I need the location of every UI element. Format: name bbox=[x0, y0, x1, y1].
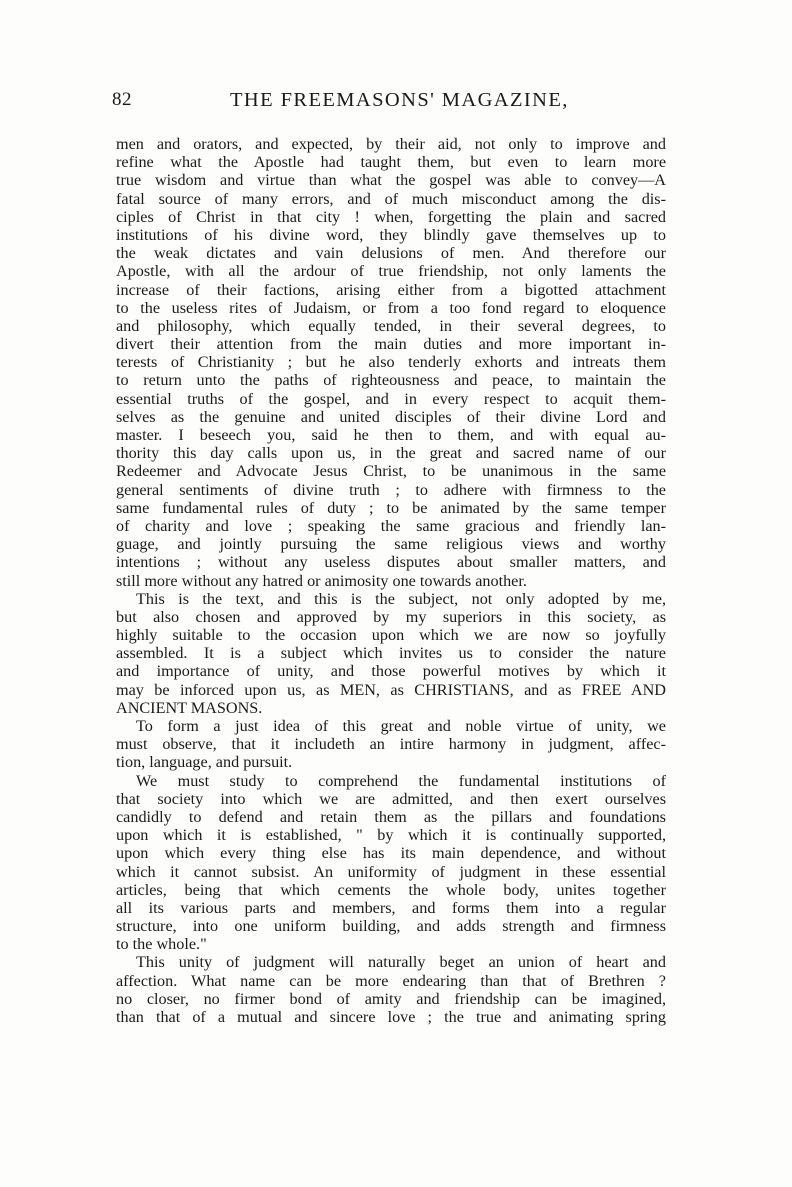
text-line: ANCIENT MASONS. bbox=[116, 698, 263, 717]
text-line: assembled. It is a subject which invites us to consider the nature bbox=[116, 644, 666, 663]
text-line: affection. What name can be more endearing than that of Brethren ? bbox=[116, 971, 666, 990]
text-line: and importance of unity, and those powerful motives by which it bbox=[116, 662, 666, 681]
body-text bbox=[116, 135, 666, 1026]
text-line: increase of their factions, arising either from a bigotted attachment bbox=[116, 280, 666, 299]
page-number: 82 bbox=[112, 89, 132, 110]
text-line: the weak dictates and vain delusions of men. And therefore our bbox=[116, 244, 666, 263]
text-line: thority this day calls upon us, in the great and sacred name of our bbox=[116, 444, 666, 463]
text-line: highly suitable to the occasion upon which we are now so joyfully bbox=[116, 626, 666, 645]
text-line: We must study to comprehend the fundamental institutions of bbox=[136, 771, 666, 790]
text-line: than that of a mutual and sincere love ; the true and animating spring bbox=[116, 1008, 666, 1026]
text-line: no closer, no firmer bond of amity and friendship can be imagined, bbox=[116, 989, 666, 1008]
text-line: divert their attention from the main duties and more important in- bbox=[116, 335, 666, 354]
text-line: articles, being that which cements the whole body, unites together bbox=[116, 880, 666, 899]
text-line: essential truths of the gospel, and in every respect to acquit them- bbox=[116, 389, 666, 408]
text-line: that society into which we are admitted, and then exert ourselves bbox=[116, 789, 666, 808]
text-line: which it cannot subsist. An uniformity of judgment in these essential bbox=[116, 862, 666, 881]
text-line: guage, and jointly pursuing the same religious views and worthy bbox=[116, 535, 666, 554]
text-line: ciples of Christ in that city ! when, forgetting the plain and sacred bbox=[116, 207, 666, 226]
text-line: fatal source of many errors, and of much misconduct among the dis- bbox=[116, 189, 666, 208]
text-line: terests of Christianity ; but he also tenderly exhorts and intreats them bbox=[116, 353, 666, 372]
page-header bbox=[112, 89, 682, 119]
text-line: may be inforced upon us, as MEN, as CHRISTIANS, and as FREE AND bbox=[116, 680, 666, 699]
text-line: still more without any hatred or animosity one towards another. bbox=[116, 571, 527, 590]
text-line: This is the text, and this is the subject, not only adopted by me, bbox=[136, 589, 666, 608]
text-line: to return unto the paths of righteousness and peace, to maintain the bbox=[116, 371, 666, 390]
text-line: intentions ; without any useless disputes about smaller matters, and bbox=[116, 553, 666, 572]
text-line: same fundamental rules of duty ; to be animated by the same temper bbox=[116, 498, 666, 517]
text-line: to the useless rites of Judaism, or from a too fond regard to eloquence bbox=[116, 298, 666, 317]
text-line: This unity of judgment will naturally beget an union of heart and bbox=[136, 953, 666, 972]
text-line: candidly to defend and retain them as the pillars and foundations bbox=[116, 807, 666, 826]
text-line: tion, language, and pursuit. bbox=[116, 753, 293, 772]
text-line: refine what the Apostle had taught them, but even to learn more bbox=[116, 153, 666, 172]
text-line: and philosophy, which equally tended, in their several degrees, to bbox=[116, 316, 666, 335]
text-line: of charity and love ; speaking the same gracious and friendly lan- bbox=[116, 516, 666, 535]
text-line: true wisdom and virtue than what the gospel was able to convey—A bbox=[116, 171, 666, 190]
text-line: To form a just idea of this great and noble virtue of unity, we bbox=[136, 717, 666, 735]
text-line: must observe, that it includeth an intire harmony in judgment, affec- bbox=[116, 735, 666, 754]
text-line: upon which it is established, " by which it is continually supported, bbox=[116, 826, 666, 845]
text-line: Redeemer and Advocate Jesus Christ, to be unanimous in the same bbox=[116, 462, 666, 481]
text-line: all its various parts and members, and forms them into a regular bbox=[116, 898, 666, 917]
text-line: master. I beseech you, said he then to them, and with equal au- bbox=[116, 426, 666, 444]
text-line: general sentiments of divine truth ; to adhere with firmness to the bbox=[116, 480, 666, 499]
text-line: upon which every thing else has its main dependence, and without bbox=[116, 844, 666, 863]
running-title: THE FREEMASONS' MAGAZINE, bbox=[230, 89, 569, 111]
text-line: but also chosen and approved by my superiors in this society, as bbox=[116, 607, 666, 626]
text-line: Apostle, with all the ardour of true friendship, not only laments the bbox=[116, 262, 666, 281]
text-line: to the whole." bbox=[116, 935, 207, 954]
text-line: structure, into one uniform building, and adds strength and firmness bbox=[116, 917, 666, 936]
text-line: men and orators, and expected, by their aid, not only to improve and bbox=[116, 135, 666, 153]
text-line: institutions of his divine word, they blindly gave themselves up to bbox=[116, 225, 666, 244]
text-line: selves as the genuine and united disciples of their divine Lord and bbox=[116, 407, 666, 426]
